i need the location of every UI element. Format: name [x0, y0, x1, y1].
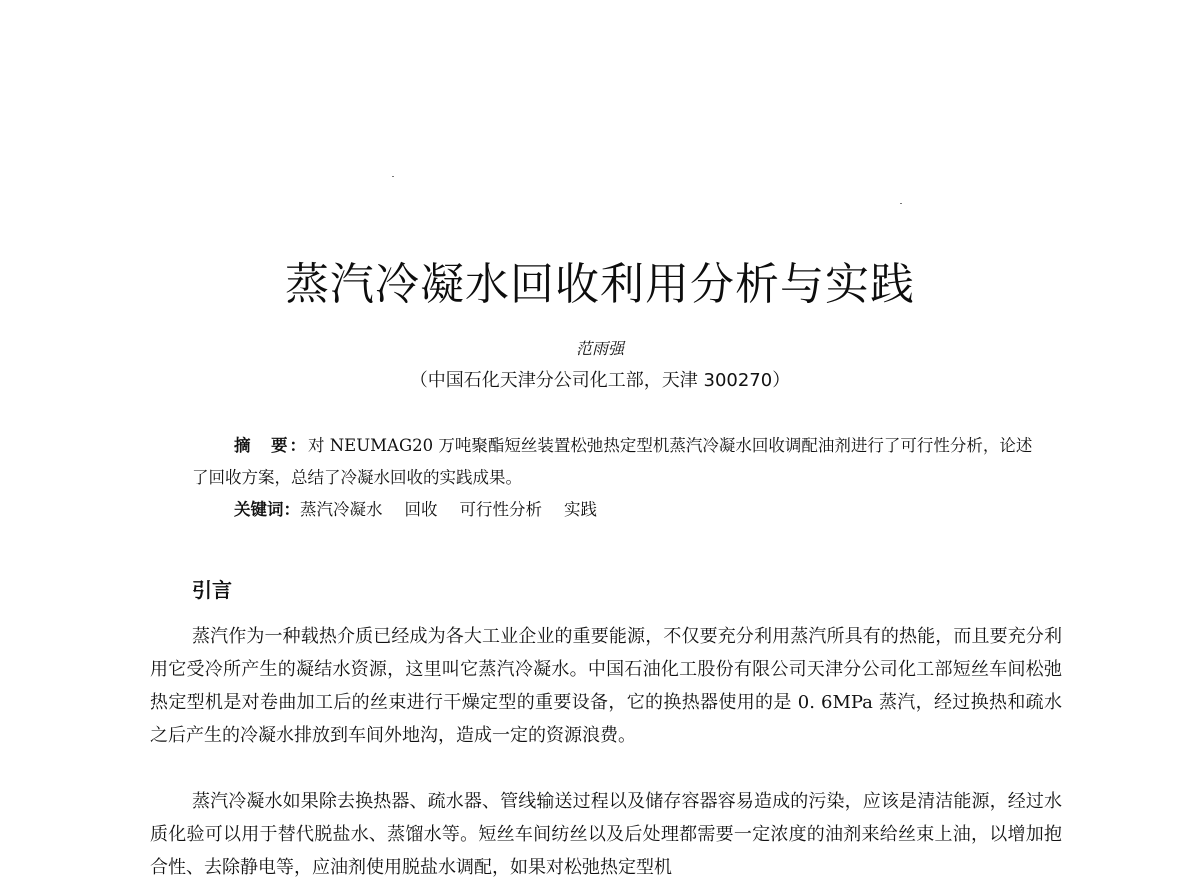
- keyword-item: 可行性分析: [459, 500, 542, 519]
- paper-title: 蒸汽冷凝水回收利用分析与实践: [285, 259, 915, 310]
- keywords: [234, 494, 619, 526]
- keyword-item: 实践: [564, 500, 597, 519]
- keyword-item: 蒸汽冷凝水: [300, 500, 383, 519]
- keyword-item: 回收: [404, 500, 438, 519]
- abstract-label: 摘 要：: [234, 436, 308, 455]
- author-affiliation: （中国石化天津分公司化工部，天津 300270）: [409, 370, 791, 391]
- scan-speck: [900, 203, 902, 204]
- body-paragraph: 蒸汽冷凝水如果除去换热器、疏水器、管线输送过程以及储存容器容易造成的污染，应该是清洁能源，经过水质化验可以用于替代脱盐水、蒸馏水等。短丝车间纺丝以及后处理都需要一定浓度的油剂来给丝束上油，以增加抱合性、去除静电等，应油剂使用脱盐水调配，如果对松弛热定型机: [150, 791, 1062, 878]
- author-name: 范雨强: [575, 339, 624, 358]
- section-heading-introduction: 引言: [192, 578, 232, 602]
- scan-speck: [392, 176, 394, 177]
- keywords-label: 关键词：: [234, 500, 300, 519]
- body-paragraph: 蒸汽作为一种载热介质已经成为各大工业企业的重要能源，不仅要充分利用蒸汽所具有的热能，而且要充分利用它受冷所产生的凝结水资源，这里叫它蒸汽冷凝水。中国石油化工股份有限公司天津分公司化工部短丝车间松弛热定型机是对卷曲加工后的丝束进行干燥定型的重要设备，它的换热器使用的是 0. 6MPa 蒸汽，经过换热和疏水之后产生的冷凝水排放到车间外地沟，造成一定的资源浪费。: [150, 626, 1062, 746]
- abstract: [192, 430, 1042, 494]
- abstract-text: 对 NEUMAG20 万吨聚酯短丝装置松弛热定型机蒸汽冷凝水回收调配油剂进行了可行性分析，论述了回收方案，总结了冷凝水回收的实践成果。: [192, 436, 1033, 487]
